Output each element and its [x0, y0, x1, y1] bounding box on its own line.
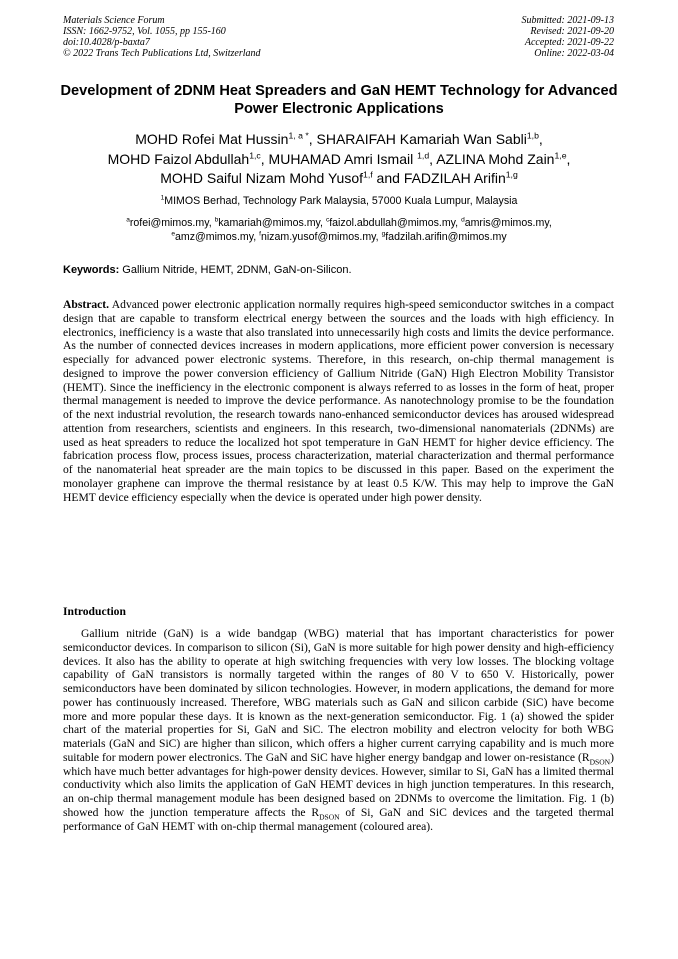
keywords — [63, 264, 614, 277]
author-emails — [40, 217, 638, 244]
submission-dates — [522, 15, 615, 59]
subscript: DSON — [319, 812, 340, 822]
author-name: MOHD Saiful Nizam Mohd Yusof — [160, 170, 364, 186]
author-sup: 1,b — [526, 130, 539, 141]
author-name: MOHD Faizol Abdullah — [107, 150, 250, 167]
author-name: AZLINA Mohd Zain — [436, 150, 555, 167]
email: nizam.yusof@mimos.my, — [260, 230, 382, 243]
email: rofei@mimos.my, — [129, 217, 215, 229]
author-separator: , — [308, 131, 317, 147]
author-separator: , — [429, 150, 437, 167]
author-sup: 1, a * — [288, 130, 309, 141]
abstract — [63, 298, 614, 504]
email-sup: c — [325, 216, 330, 224]
abstract-text: Advanced power electronic application normally requires high-speed semiconductor switches in a compact design that are capable to transform electrical energy between the sources and the loads with high efficiency. In electronics, inefficiency is a waste that also translated into unnecessarily high costs and limits the device performance. As the number of connected devices increases in modern applications, more efficient power conversion is necessary especially for advanced power electronic systems. Therefore, in this research, on-chip thermal management is designed to improve the power conversion efficiency of Gallium Nitride (GaN) High Electron Mobility Transistor (HEMT). Since the inefficiency in the electronic component is always referred to as losses in the form of heat, proper thermal management is needed to improve the device performance. As nanotechnology promise to be the foundation of the next industrial revolution, the research towards nano-enhanced semiconductor devices has aroused widespread attention from researchers, scientists and engineers. In this research, two-dimensional nanomaterials (2DNMs) are used as heat spreaders to reduce the localized hot spot temperature in GaN HEMT for higher device efficiency. The fabrication process flow, process issues, process characterization, material characterization and thermal performance of the nanomaterial heat spreader are the main topics to be discussed in this paper. Based on the experiment the monolayer graphene can improve the thermal resistance by at least 0.5 K/W. This may help to improve the GaN HEMT device efficiency especially when the device is operated under high power density. — [63, 298, 614, 504]
date-submitted: Submitted: 2021-09-13 — [521, 15, 614, 26]
author-separator: , — [566, 150, 571, 167]
affiliation-text: MIMOS Berhad, Technology Park Malaysia, 57000 Kuala Lumpur, Malaysia — [164, 195, 518, 207]
journal-copyright: © 2022 Trans Tech Publications Ltd, Switzerland — [63, 48, 261, 59]
author-name: MOHD Rofei Mat Hussin — [135, 131, 289, 147]
author-name: FADZILAH Arifin — [403, 170, 506, 186]
author-list — [40, 130, 638, 189]
date-online: Online: 2022-03-04 — [534, 48, 614, 59]
author-separator: , — [260, 150, 269, 167]
email: amz@mimos.my, — [174, 230, 260, 243]
author-sup: 1,g — [505, 169, 518, 180]
email: fadzilah.arifin@mimos.my — [385, 230, 507, 243]
author-name: MUHAMAD Amri Ismail — [268, 150, 418, 167]
author-sup: 1,f — [363, 169, 373, 180]
author-sup: 1,e — [554, 149, 567, 160]
affiliation-sup: 1 — [160, 194, 165, 202]
email-sup: f — [259, 229, 261, 237]
email-sup: a — [126, 216, 130, 224]
journal-issn: ISSN: 1662-9752, Vol. 1055, pp 155-160 — [63, 26, 226, 37]
email-sup: b — [214, 216, 219, 224]
intro-text: ) which have much better advantages for high-power density devices. However, similar to Si, GaN has a limited thermal conductivity which also limits the application of GaN HEMT devices in high junction temperatures. In this research, an on-chip thermal management module has been designed based on 2DNMs to overcome the limitation. Fig. 1 (b) showed how the junction temperature affects the R — [63, 750, 614, 819]
journal-doi: doi:10.4028/p-baxta7 — [63, 37, 150, 48]
introduction-paragraph — [63, 627, 614, 833]
author-sup: 1,c — [249, 149, 261, 160]
email: kamariah@mimos.my, — [218, 217, 326, 229]
subscript: DSON — [589, 757, 611, 767]
journal-name: Materials Science Forum — [63, 15, 165, 26]
author-separator: , — [538, 131, 543, 147]
author-sup: 1,d — [417, 149, 430, 160]
date-revised: Revised: 2021-09-20 — [530, 26, 614, 37]
author-separator: and — [372, 170, 404, 186]
date-accepted: Accepted: 2021-09-22 — [524, 37, 614, 48]
journal-info — [63, 15, 261, 59]
email-sup: g — [381, 229, 386, 237]
keywords-label: Keywords: — [63, 264, 120, 276]
affiliation — [40, 195, 638, 208]
email: amris@mimos.my, — [464, 217, 552, 229]
author-name: SHARAIFAH Kamariah Wan Sabli — [316, 131, 527, 147]
keywords-text: Gallium Nitride, HEMT, 2DNM, GaN-on-Silicon. — [119, 264, 352, 276]
email: faizol.abdullah@mimos.my, — [329, 217, 462, 229]
intro-text: of Si, GaN and SiC devices and the targeted thermal performance of GaN HEMT with on-chip thermal management (coloured area). — [63, 805, 614, 833]
paper-title: Development of 2DNM Heat Spreaders and GaN HEMT Technology for Advanced Power Electronic Applications — [60, 83, 618, 117]
intro-text: Gallium nitride (GaN) is a wide bandgap (WBG) material that has important characteristics for power semiconductor devices. In comparison to silicon (Si), GaN is more suitable for high power density and high-efficiency devices. It also has the ability to operate at high switching frequencies with very low losses. The blocking voltage capability of GaN transistors is normally targeted within the ranges of 80 V to 650 V. Historically, power semiconductors have been dominated by silicon technologies. However, in modern applications, the demand for more power has continuously increased. Therefore, WBG materials such as GaN and silicon carbide (SiC) have become more and more popular these days. It is known as the next-generation semiconductor. Fig. 1 (a) showed the spider chart of the material properties for Si, GaN and SiC. The electron mobility and electron velocity for both WBG materials (GaN and SiC) are higher than silicon, which offers a higher current carrying capability and is much more suitable for modern power electronics. The GaN and SiC have higher energy bandgap and lower on-resistance (R — [63, 627, 614, 764]
abstract-label: Abstract. — [63, 298, 110, 311]
email-sup: e — [171, 229, 175, 237]
section-heading-introduction: Introduction — [63, 605, 126, 618]
email-sup: d — [461, 216, 465, 224]
